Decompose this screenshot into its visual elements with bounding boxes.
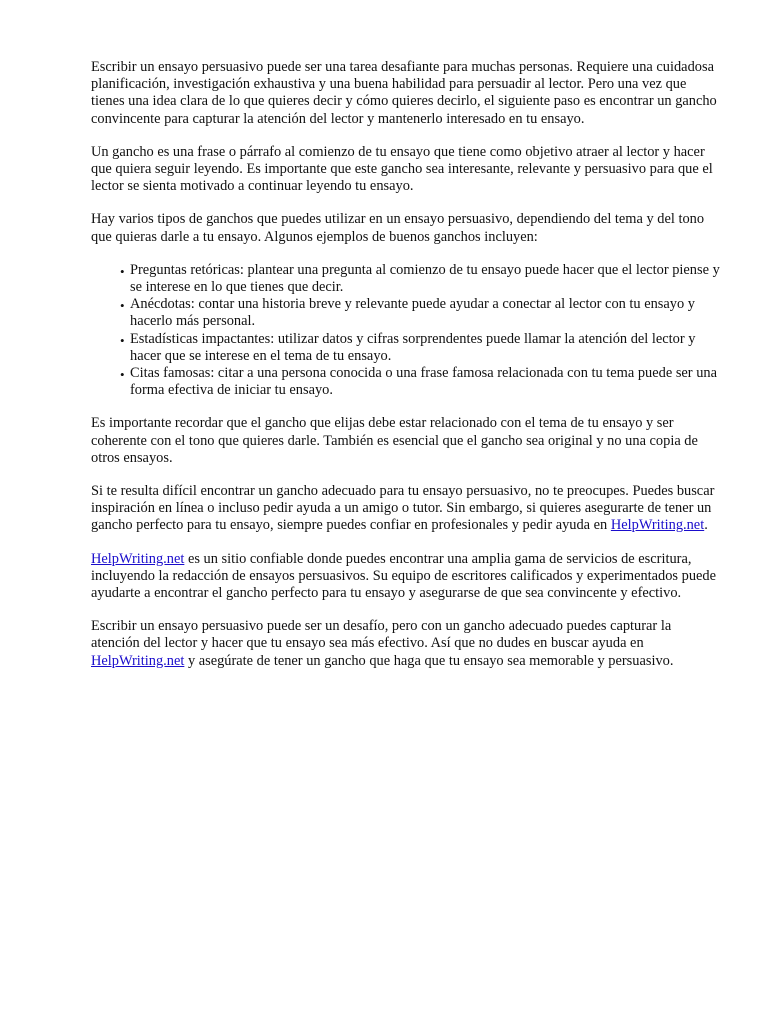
paragraph-service-description [91, 551, 723, 603]
list-item-text: Preguntas retóricas: plantear una pregunta al comienzo de tu ensayo puede hacer que el lector piense y se interese en lo que tienes que decir. [130, 261, 720, 296]
bullet-icon: • [120, 263, 125, 279]
helpwriting-link[interactable]: HelpWriting.net [91, 550, 185, 567]
helpwriting-link[interactable]: HelpWriting.net [610, 517, 705, 534]
bullet-icon: • [120, 332, 125, 348]
paragraph-hook-definition: Un gancho es una frase o párrafo al comienzo de tu ensayo que tiene como objetivo atraer al lector y hacer que quiera seguir leyendo. Es importante que este gancho sea interesante, relevante y persuasivo para que el lector se sienta motivado a continuar leyendo tu ensayo. [91, 143, 713, 195]
list-item [120, 330, 723, 365]
paragraph-hook-relevance: Es importante recordar que el gancho que elijas debe estar relacionado con el tema de tu ensayo y ser coherente con el tono que quieres darle. También es esencial que el gancho sea original y no una copia de otros ensayos. [91, 415, 698, 466]
paragraph-text: . [704, 517, 708, 534]
helpwriting-link[interactable]: HelpWriting.net [91, 652, 185, 669]
list-item [120, 365, 723, 399]
list-item-text: Anécdotas: contar una historia breve y relevante puede ayudar a conectar al lector con tu ensayo y hacerlo más personal. [130, 296, 695, 330]
paragraph-text: es un sitio confiable donde puedes encontrar una amplia gama de servicios de escritura, incluyendo la redacción de ensayos persuasivos. Su equipo de escritores calificados y experimentados puede ayudarte a encontrar el gancho perfecto para tu ensayo y asegurarse de que sea convincente y efectivo. [91, 550, 716, 602]
hook-examples-list [91, 262, 723, 400]
paragraph-text: Si te resulta difícil encontrar un gancho adecuado para tu ensayo persuasivo, no te preocupes. Puedes buscar inspiración en línea o incluso pedir ayuda a un amigo o tutor. Sin embargo, si quieres asegurarte de tener un gancho perfecto para tu ensayo, siempre puedes confiar en profesionales y pedir ayuda en [91, 483, 715, 534]
paragraph-conclusion [91, 618, 723, 670]
list-item [120, 296, 723, 330]
paragraph-text: Escribir un ensayo persuasivo puede ser un desafío, pero con un gancho adecuado puedes capturar la atención del lector y hacer que tu ensayo sea más efectivo. Así que no dudes en buscar ayuda en [91, 618, 672, 652]
paragraph-hook-types: Hay varios tipos de ganchos que puedes utilizar en un ensayo persuasivo, dependiendo del tema y del tono que quieras darle a tu ensayo. Algunos ejemplos de buenos ganchos incluyen: [91, 211, 705, 245]
paragraph-text: y asegúrate de tener un gancho que haga que tu ensayo sea memorable y persuasivo. [184, 652, 674, 669]
bullet-icon: • [120, 367, 125, 383]
document-body [91, 59, 723, 686]
paragraph-intro: Escribir un ensayo persuasivo puede ser una tarea desafiante para muchas personas. Requiere una cuidadosa planificación, investigación exhaustiva y una buena habilidad para persuadir al lector. Pero una vez que tienes una idea clara de lo que quieres decir y cómo quieres decirlo, el siguiente paso es encontrar un gancho convincente para capturar la atención del lector y mantenerlo interesado en tu ensayo. [91, 59, 717, 127]
list-item-text: Estadísticas impactantes: utilizar datos y cifras sorprendentes puede llamar la atención del lector y hacer que se interese en el tema de tu ensayo. [130, 330, 696, 364]
list-item [120, 261, 723, 296]
paragraph-get-help [91, 483, 723, 535]
list-item-text: Citas famosas: citar a una persona conocida o una frase famosa relacionada con tu tema puede ser una forma efectiva de iniciar tu ensayo. [130, 365, 717, 399]
bullet-icon: • [120, 298, 125, 314]
